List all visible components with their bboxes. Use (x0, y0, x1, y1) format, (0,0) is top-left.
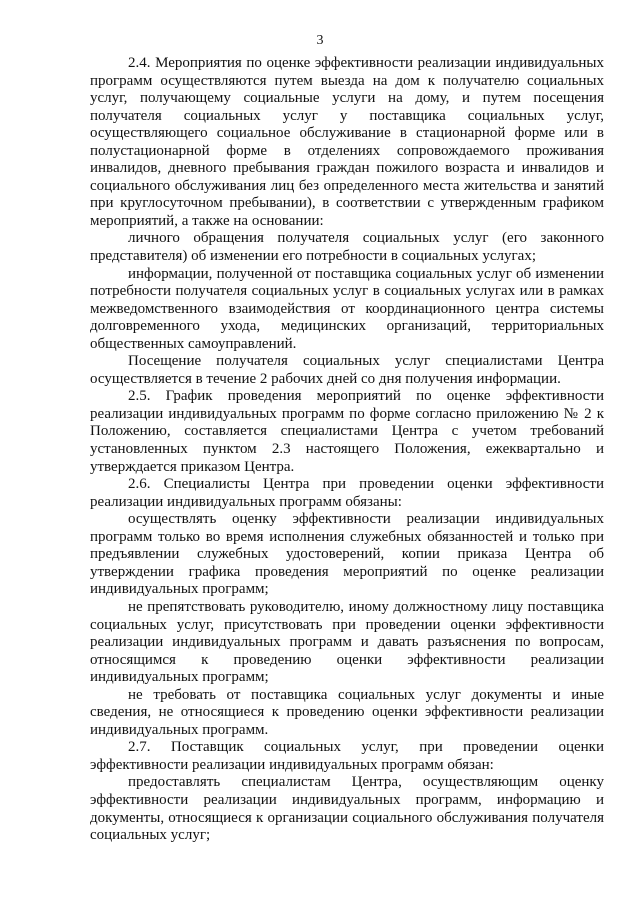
page-number: 3 (316, 33, 324, 48)
document-body (90, 55, 604, 845)
paragraph-2-6: 2.6. Специалисты Центра при проведении оценки эффективности реализации индивидуальных программ обязаны: (90, 476, 604, 510)
paragraph-visit-timing: Посещение получателя социальных услуг специалистами Центра осуществляется в течение 2 рабочих дней со дня получения информации. (90, 353, 604, 387)
paragraph-provide-documents: предоставлять специалистам Центра, осуществляющим оценку эффективности реализации индивидуальных программ, информацию и документы, относящиеся к организации социального обслуживания получателя социальных услуг; (90, 774, 604, 844)
paragraph-duty-assess: осуществлять оценку эффективности реализации индивидуальных программ только во время исполнения служебных обязанностей и только при предъявлении служебных удостоверений, копии приказа Центра об утверждении графика проведения мероприятий по оценке реализации индивидуальных программ; (90, 511, 604, 598)
paragraph-duty-not-obstruct: не препятствовать руководителю, иному должностному лицу поставщика социальных услуг, присутствовать при проведении оценки эффективности реализации индивидуальных программ и давать разъяснения по вопросам, относящимся к проведению оценки эффективности реализации индивидуальных программ; (90, 598, 604, 686)
paragraph-duty-not-require: не требовать от поставщика социальных услуг документы и иные сведения, не относящиеся к проведению оценки эффективности реализации индивидуальных программ. (90, 686, 604, 738)
paragraph-2-4: 2.4. Мероприятия по оценке эффективности реализации индивидуальных программ осуществляются путем выезда на дом к получателю социальных услуг, получающему социальные услуги на дому, и путем посещения получателя социальных услуг у поставщика социальных услуг, осуществляющего социальное обслуживание в стационарной форме или в полустационарной форме в отделениях сопровождаемого проживания инвалидов, дневного пребывания граждан пожилого возраста и инвалидов и социального обслуживания лиц без определенного места жительства и занятий при круглосуточном пребывании), в соответствии с утвержденным графиком мероприятий, а также на основании: (90, 55, 604, 229)
paragraph-2-5: 2.5. График проведения мероприятий по оценке эффективности реализации индивидуальных программ по форме согласно приложению № 2 к Положению, составляется специалистами Центра с учетом требований установленных пунктом 2.3 настоящего Положения, ежеквартально и утверждается приказом Центра. (90, 388, 604, 475)
paragraph-2-7: 2.7. Поставщик социальных услуг, при проведении оценки эффективности реализации индивидуальных программ обязан: (90, 739, 604, 773)
paragraph-provider-information: информации, полученной от поставщика социальных услуг об изменении потребности получателя социальных услуг в социальных услугах или в рамках межведомственного взаимодействия от координационного центра системы долговременного ухода, медицинских организаций, территориальных общественных самоуправлений. (90, 265, 604, 352)
paragraph-personal-request: личного обращения получателя социальных услуг (его законного представителя) об изменении его потребности в социальных услугах; (90, 230, 604, 265)
